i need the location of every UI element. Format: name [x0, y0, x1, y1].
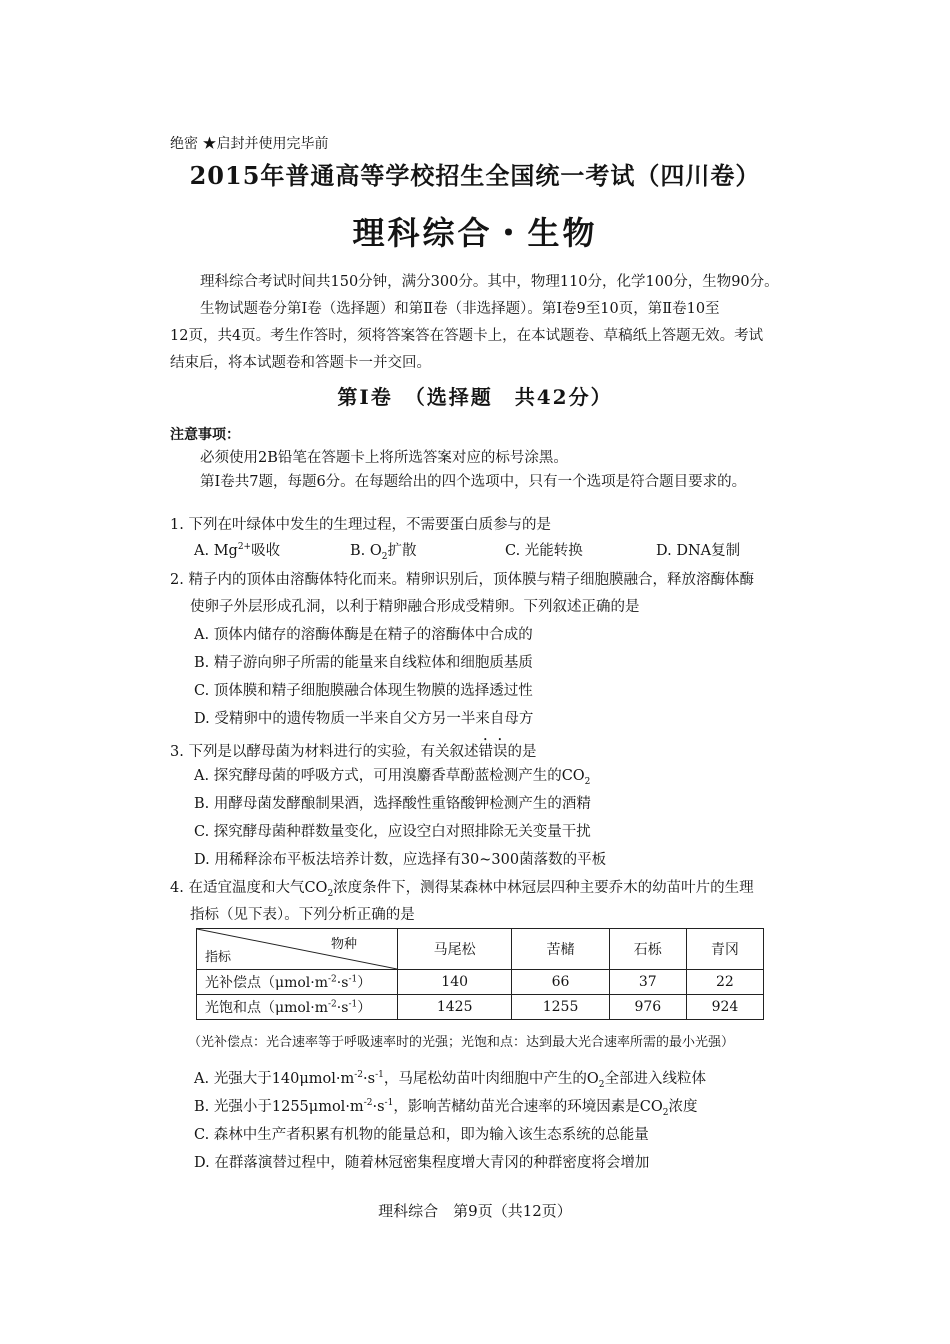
question-4-stem-line-1: 4. 在适宜温度和大气$CO_2$浓度条件下，测得某森林中林冠层四种主要乔木的幼苗叶片的生理: [170, 880, 754, 899]
table-cell: 140: [398, 970, 512, 995]
species-header: 马尾松: [398, 929, 512, 970]
question-4-stem-line-2: 指标（见下表）。下列分析正确的是: [190, 907, 415, 923]
physiology-table: [196, 928, 764, 1020]
intro-line-2: 生物试题卷分第Ⅰ卷（选择题）和第Ⅱ卷（非选择题）。第Ⅰ卷9至10页，第Ⅱ卷10至: [200, 301, 720, 317]
species-header: 石栎: [609, 929, 686, 970]
question-2-stem-line-2: 使卵子外层形成孔洞，以利于精卵融合形成受精卵。下列叙述正确的是: [190, 599, 640, 615]
intro-line-4: 结束后，将本试题卷和答题卡一并交回。: [170, 355, 431, 371]
table-cell: 66: [512, 970, 609, 995]
table-row: [197, 995, 764, 1020]
table-cell: 976: [609, 995, 686, 1020]
question-1-option-b: B. $O_2$扩散: [350, 543, 417, 562]
notes-heading: 注意事项：: [170, 427, 240, 443]
note-2: 第Ⅰ卷共7题，每题6分。在每题给出的四个选项中，只有一个选项是符合题目要求的。: [200, 474, 747, 490]
corner-index-label: 指标: [205, 950, 232, 965]
question-1-stem: 1. 下列在叶绿体中发生的生理过程，不需要蛋白质参与的是: [170, 517, 551, 533]
table-cell: 22: [686, 970, 763, 995]
question-3-option-b: B. 用酵母菌发酵酿制果酒，选择酸性重铬酸钾检测产生的酒精: [194, 796, 591, 812]
question-4-option-a: A. 光强大于$140\mu mol\cdot m^{-2}\cdot s^{-1}$，马尾松幼苗叶肉细胞中产生的$O_2$全部进入线粒体: [194, 1070, 707, 1090]
question-1-option-c: C. 光能转换: [505, 543, 583, 559]
question-3-option-a: A. 探究酵母菌的呼吸方式，可用溴麝香草酚蓝检测产生的$CO_2$: [194, 768, 591, 787]
question-1-option-d: D. DNA复制: [656, 543, 741, 559]
row-label: 光补偿点$(\mu mol\cdot m^{-2}\cdot s^{-1})$: [197, 970, 398, 995]
page-footer: 理科综合 第9页（共12页）: [378, 1202, 572, 1220]
table-cell: 1255: [512, 995, 609, 1020]
confidential-label: 绝密 ★启封并使用完毕前: [170, 136, 329, 152]
table-corner-cell: [197, 929, 398, 970]
question-2-stem-line-1: 2. 精子内的顶体由溶酶体特化而来。精卵识别后，顶体膜与精子细胞膜融合，释放溶酶体酶: [170, 572, 754, 588]
question-3-option-d: D. 用稀释涂布平板法培养计数，应选择有30~300菌落数的平板: [194, 852, 607, 868]
table-footnote: （光补偿点：光合速率等于呼吸速率时的光强；光饱和点：达到最大光合速率所需的最小光强）: [188, 1035, 735, 1050]
exam-title: 2015年普通高等学校招生全国统一考试（四川卷）: [189, 161, 761, 190]
table-header-row: [197, 929, 764, 970]
question-2-option-b: B. 精子游向卵子所需的能量来自线粒体和细胞质基质: [194, 655, 533, 671]
intro-line-1: 理科综合考试时间共150分钟，满分300分。其中，物理110分，化学100分，生物90分。: [200, 274, 779, 290]
question-4-option-d: D. 在群落演替过程中，随着林冠密集程度增大青冈的种群密度将会增加: [194, 1155, 650, 1171]
species-header: 苦槠: [512, 929, 609, 970]
question-4-option-b: B. 光强小于$1255\mu mol\cdot m^{-2}\cdot s^{-1}$，影响苦槠幼苗光合速率的环境因素是$CO_2$浓度: [194, 1098, 698, 1118]
intro-line-3: 12页，共4页。考生作答时，须将答案答在答题卡上，在本试题卷、草稿纸上答题无效。考试: [170, 328, 764, 344]
question-2-option-a: A. 顶体内储存的溶酶体酶是在精子的溶酶体中合成的: [194, 627, 533, 643]
note-1: 必须使用2B铅笔在答题卡上将所选答案对应的标号涂黑。: [200, 450, 568, 466]
question-3-option-c: C. 探究酵母菌种群数量变化，应设空白对照排除无关变量干扰: [194, 824, 591, 840]
question-2-option-d: D. 受精卵中的遗传物质一半来自父方另一半来自母方: [194, 711, 534, 727]
question-4-option-c: C. 森林中生产者积累有机物的能量总和，即为输入该生态系统的总能量: [194, 1127, 649, 1143]
question-3-stem: 3. 下列是以酵母菌为材料进行的实验，有关叙述错误的是: [170, 744, 537, 760]
table-row: [197, 970, 764, 995]
question-1-option-a: A. $Mg^{2+}$吸收: [194, 542, 281, 559]
subject-title: 理科综合・生物: [352, 214, 598, 252]
corner-species-label: 物种: [330, 937, 357, 952]
table-cell: 924: [686, 995, 763, 1020]
question-2-option-c: C. 顶体膜和精子细胞膜融合体现生物膜的选择透过性: [194, 683, 533, 699]
species-header: 青冈: [686, 929, 763, 970]
part-1-title: 第Ⅰ卷 （选择题 共42分）: [337, 385, 613, 409]
row-label: 光饱和点$(\mu mol\cdot m^{-2}\cdot s^{-1})$: [197, 995, 398, 1020]
table-cell: 1425: [398, 995, 512, 1020]
emphasized-word: 错误: [478, 744, 508, 760]
table-cell: 37: [609, 970, 686, 995]
